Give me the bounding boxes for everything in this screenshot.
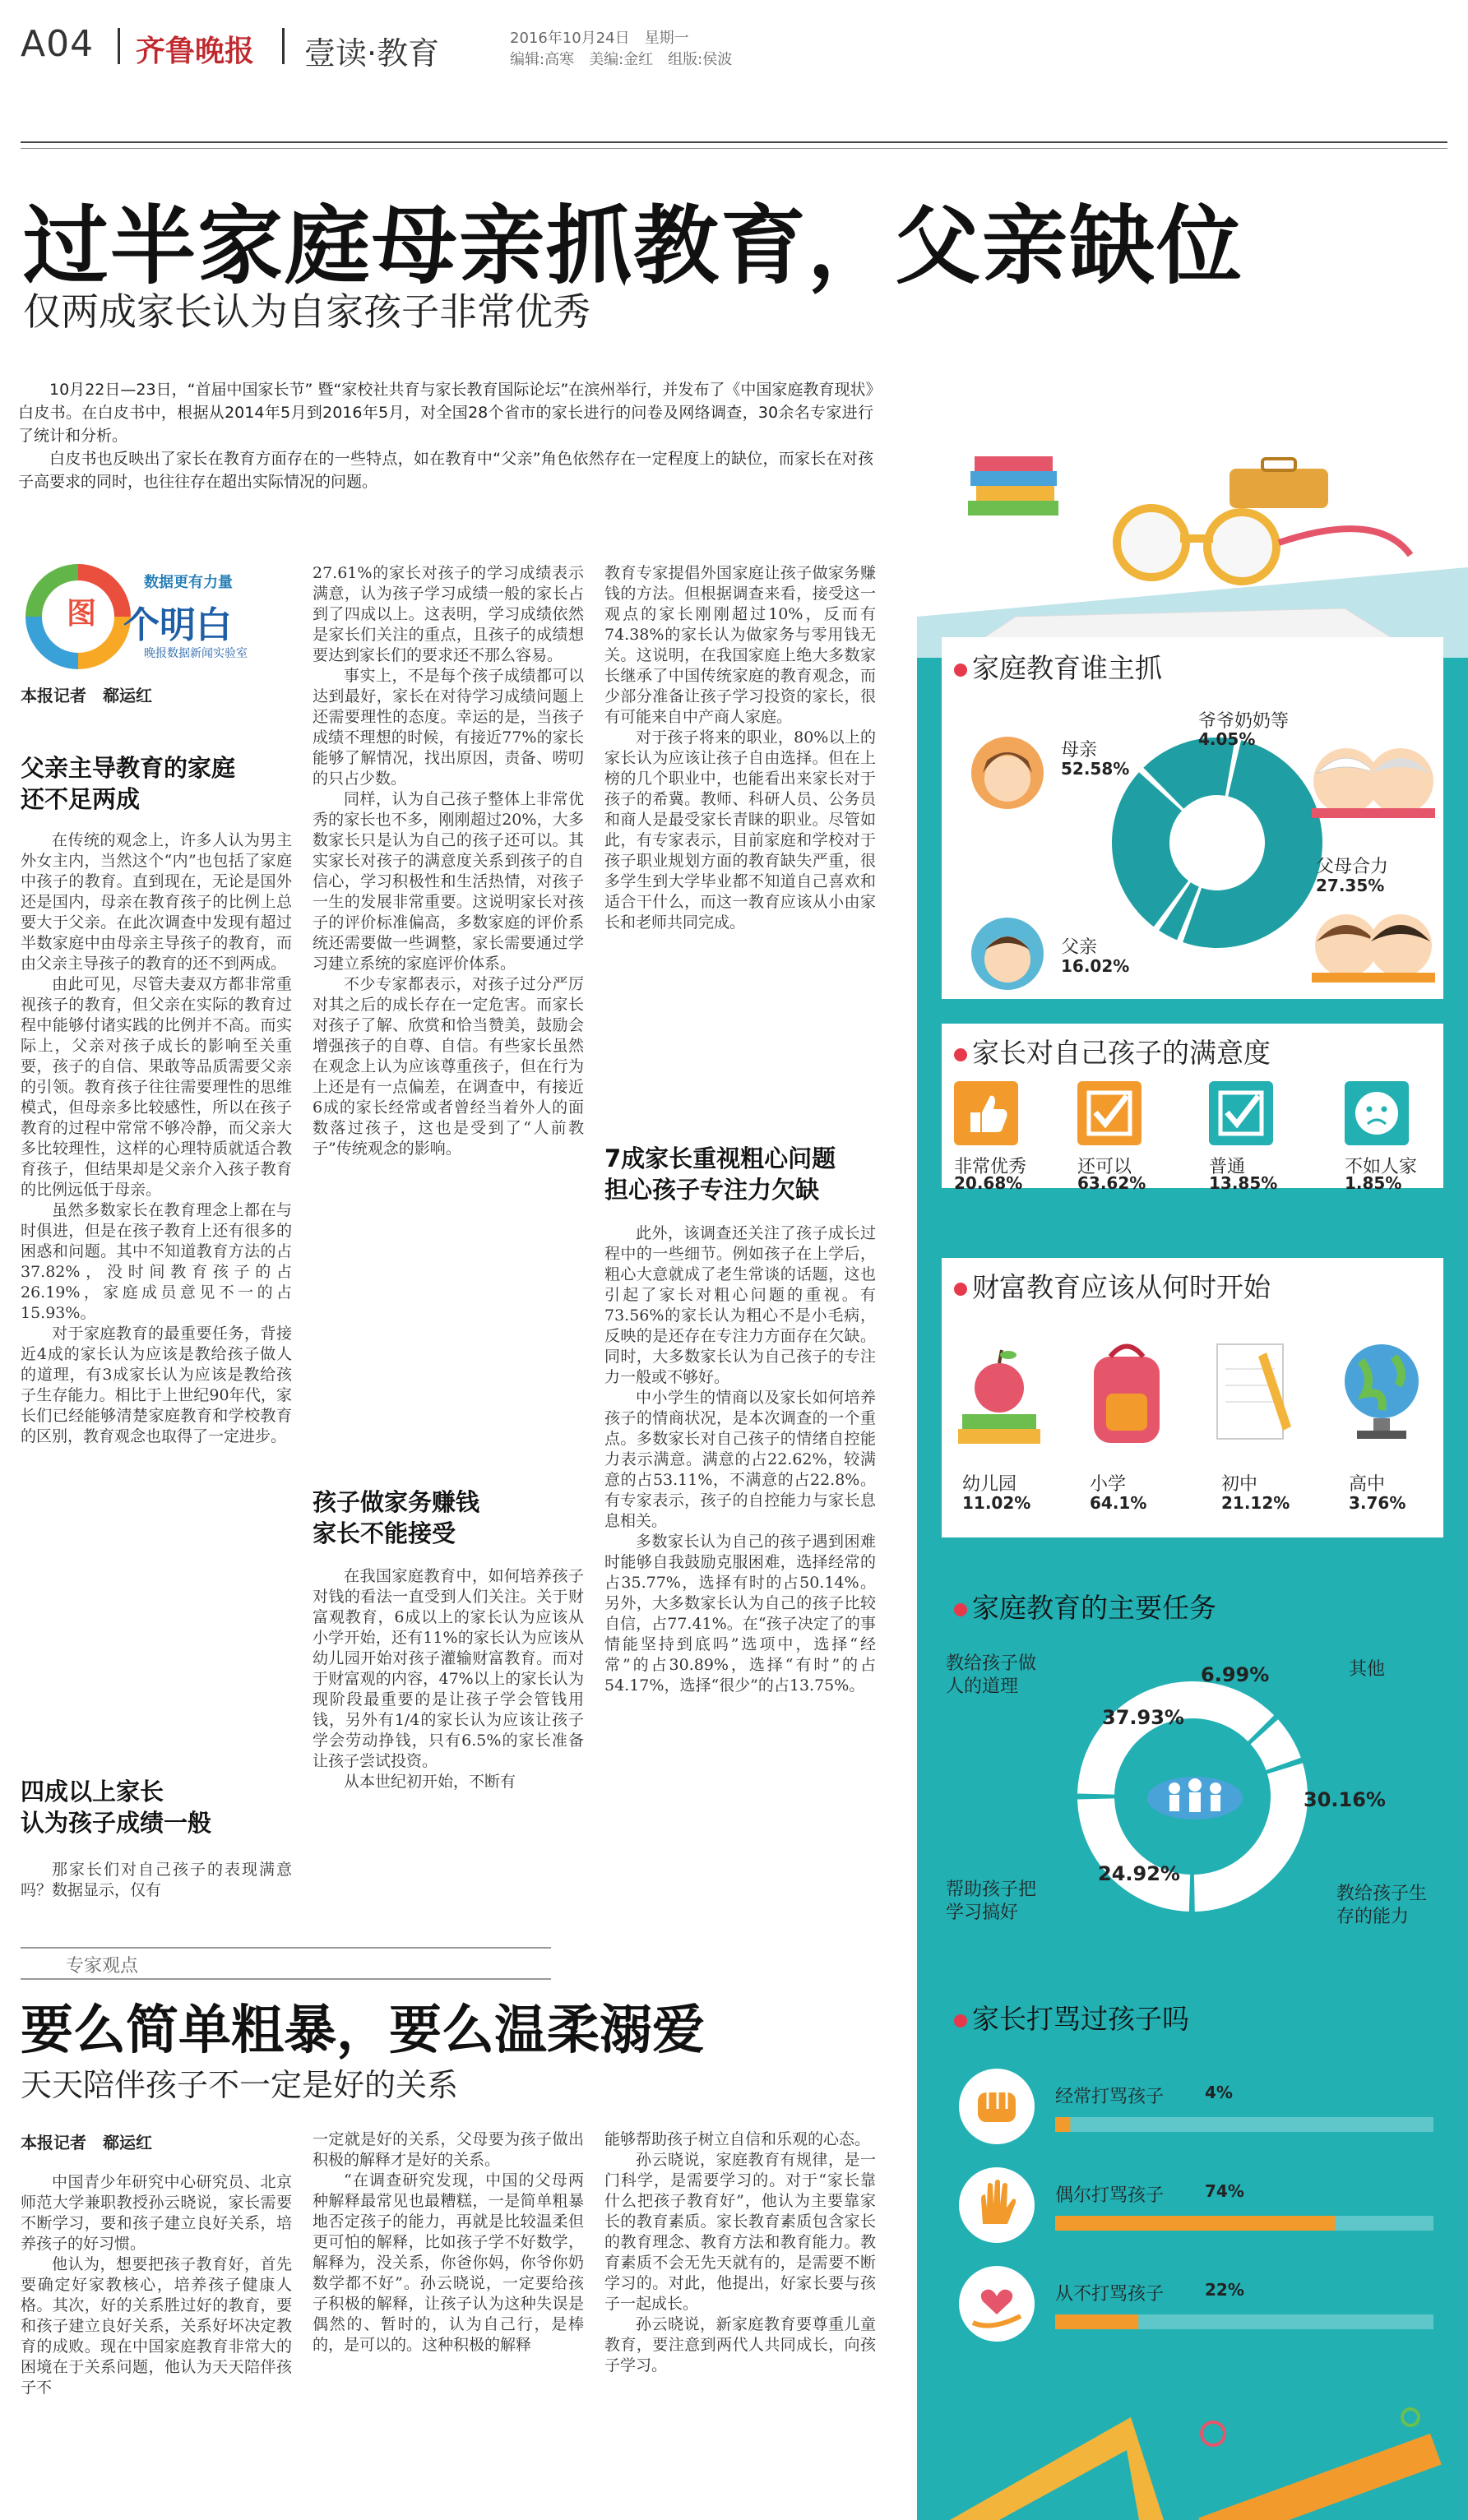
- label-kindergarten: 幼儿园: [962, 1474, 1017, 1495]
- card-title-text: 家长对自己孩子的满意度: [972, 1037, 1271, 1069]
- value-grandparents: 4.05%: [1198, 729, 1256, 749]
- mother-portrait-icon: [970, 736, 1044, 813]
- value-father: 16.02%: [1061, 956, 1130, 976]
- paragraph: 那家长们对自己孩子的表现满意吗？数据显示，仅有: [21, 1861, 292, 1899]
- thumbs-up-icon: [954, 1081, 1018, 1145]
- notepad-pencil-icon: [1209, 1336, 1299, 1450]
- paragraph: 多数家长认为自己的孩子遇到困难时能够自我鼓励克服困难，选择经常的占35.77%，选择有时的占50.14%。另外，大多数家长认为自己的孩子比较自信，占77.41%。在“孩子决定了的事情能坚持到底吗”选项中，选择“经常”的占30.89%，选择“有时”的占54.17%，选择“很少”的占13.75%。: [604, 1533, 876, 1695]
- column-1-bottom: [21, 1860, 292, 1901]
- expert-column-1: [21, 2172, 292, 2398]
- paragraph: 对于孩子将来的职业，80%以上的家长认为应该让孩子自由选择。但在上榜的几个职业中，也能看出来家长对于孩子的希冀。教师、科研人员、公务员和商人是最受家长青睐的职业。尽管如此，有专家表示，目前家庭和学校对于孩子职业规划方面的教育缺失严重，很多学生到大学毕业都不知道自己喜欢和适合干什么，而这一教育应该从小由家长和老师共同完成。: [604, 728, 876, 932]
- card-title-text: 家长打骂过孩子吗: [972, 2003, 1189, 2035]
- value-teach-morals: 37.93%: [1102, 1706, 1184, 1729]
- subhead: 7成家长重视粗心问题 担心孩子专注力欠缺: [604, 1144, 836, 1204]
- label-other: 其他: [1349, 1659, 1386, 1680]
- issue-date: 2016年10月24日 星期一: [510, 30, 689, 47]
- logo-tagline: 数据更有力量: [144, 574, 233, 591]
- expert-headline: 要么简单粗暴，要么温柔溺爱: [21, 2000, 705, 2061]
- byline: 本报记者 郗运红: [21, 686, 152, 705]
- lede: [18, 378, 873, 493]
- value-study-help: 24.92%: [1098, 1862, 1180, 1885]
- value-primary: 64.1%: [1090, 1493, 1147, 1513]
- fist-icon: [958, 2068, 1036, 2149]
- expert-tag: 专家观点: [66, 1956, 139, 1977]
- expert-subheadline: 天天陪伴孩子不一定是好的关系: [21, 2067, 459, 2103]
- label-ordinary: 普通: [1209, 1157, 1246, 1177]
- card-title-text: 家庭教育的主要任务: [972, 1592, 1216, 1624]
- value-other: 6.99%: [1201, 1663, 1270, 1686]
- open-hand-icon: [958, 2166, 1036, 2248]
- ruler-triangle-icon: [917, 2384, 1468, 2520]
- column-2-bottom: [313, 1566, 584, 1792]
- checkmark-icon: [1209, 1081, 1273, 1145]
- paragraph: 不少专家都表示，对孩子过分严厉对其之后的成长存在一定危害。而家长对孩子了解、欣赏和恰当赞美，鼓励会增强孩子的自尊、自信。有些家长虽然在观念上认为应该尊重孩子，但在行为上还是有一点偏差，在调查中，有接近6成的家长经常或者曾经当着外人的面数落过孩子，这也是受到了“人前教子”传统观念的影响。: [313, 975, 584, 1158]
- paragraph: 同样，认为自己孩子整体上非常优秀的家长也不多，刚刚超过20%，大多数家长只是认为自己的孩子还可以。其实家长对孩子的满意度关系到孩子的自信心，学习积极性和生活热情，对孩子一生的发展非常重要。这说明家长对孩子的评价标准偏高，多数家庭的评价系统还需要做一些调整，家长需要通过学习建立系统的家庭评价体系。: [313, 790, 584, 973]
- expert-column-3: [604, 2129, 876, 2376]
- heart-hands-icon: [958, 2265, 1036, 2347]
- label-father: 父亲: [1061, 937, 1098, 958]
- paper-name: 齐鲁晚报: [136, 34, 255, 68]
- logo-char: 图: [67, 597, 97, 631]
- card-main-tasks: [942, 1583, 1443, 1936]
- label-study-help: 帮助孩子把学习搞好: [946, 1880, 1037, 1923]
- page-number: A04: [21, 23, 95, 65]
- paragraph: 孙云晓说，家庭教育有规律，是一门科学，是需要学习的。对于“家长靠什么把孩子教育好”，他认为主要靠家长的教育素质。家长教育素质包含家长的教育理念、教育方法和教育能力。教育素质不会无先天就有的，是需要不断学习的。对此，他提出，好家长要与孩子一起成长。: [604, 2151, 876, 2313]
- lede-paragraph: 10月22日—23日，“首届中国家长节” 暨“家校社共育与家长教育国际论坛”在滨州举行，并发布了《中国家庭教育现状》白皮书。在白皮书中，根据从2014年5月到2016年5月，对全国28个省市的家长进行的问卷及网络调查，30余名专家进行了统计和分析。: [18, 381, 873, 445]
- grandparents-portrait-icon: [1312, 744, 1435, 821]
- label-both-parents: 父母合力: [1316, 857, 1389, 877]
- label-survival-skills: 教给孩子生存的能力: [1336, 1884, 1428, 1927]
- label-excellent: 非常优秀: [954, 1157, 1027, 1177]
- main-headline: 过半家庭母亲抓教育，父亲缺位: [23, 196, 1244, 296]
- paragraph: 虽然多数家长在教育理念上都在与时俱进，但是在孩子教育上还有很多的困惑和问题。其中不知道教育方法的占37.82%，没时间教育孩子的占26.19%，家庭成员意见不一的占15.93%。: [21, 1201, 292, 1322]
- paragraph: “在调查研究发现，中国的父母两种解释最常见也最糟糕，一是简单粗暴地否定孩子的能力，再就是比较温柔但更可怕的解释，比如孩子学不好数学，解释为，没关系，你爸你妈，你爷你奶数学都不好”。孙云晓说，一定要给孩子积极的解释，让孩子认为这种失误是偶然的、暂时的，认为自己行，是棒的，是可以的。这种积极的解释: [313, 2171, 584, 2354]
- label-teach-morals: 教给孩子做人的道理: [946, 1653, 1037, 1697]
- value-kindergarten: 11.02%: [962, 1493, 1031, 1513]
- divider: [118, 28, 120, 64]
- paragraph: 27.61%的家长对孩子的学习成绩表示满意，认为孩子学习成绩一般的家长占到了四成以上。这表明，学习成绩依然是家长们关注的重点，且孩子的成绩想要达到家长们的要求还不那么容易。: [313, 564, 584, 664]
- father-portrait-icon: [970, 917, 1044, 994]
- sub-headline: 仅两成家长认为自家孩子非常优秀: [23, 289, 590, 334]
- label-grandparents: 爷爷奶奶等: [1198, 711, 1290, 732]
- value-senior-high: 3.76%: [1349, 1493, 1406, 1513]
- paragraph: 能够帮助孩子树立自信和乐观的心态。: [604, 2130, 871, 2148]
- expert-byline: 本报记者 郗运红: [21, 2133, 152, 2152]
- value-both-parents: 27.35%: [1316, 876, 1385, 895]
- paragraph: 对于家庭教育的最重要任务，背接近4成的家长认为应该是教给孩子做人的道理，有3成家长认为应该是教给孩子生存能力。相比于上世纪90年代，家长们已经能够清楚家庭教育和学校教育的区别，教育观念也取得了一定进步。: [21, 1325, 292, 1445]
- label-sometimes: 偶尔打骂孩子: [1055, 2185, 1165, 2206]
- bar-track: [1055, 2117, 1433, 2132]
- value-junior-high: 21.12%: [1221, 1493, 1290, 1513]
- paragraph: 中国青少年研究中心研究员、北京师范大学兼职教授孙云晓说，家长需要不断学习，要和孩子建立良好关系，培养孩子的好习惯。: [21, 2173, 292, 2253]
- paragraph: 一定就是好的关系，父母要为孩子做出积极的解释才是好的关系。: [313, 2130, 584, 2169]
- value-sometimes: 74%: [1205, 2181, 1244, 2201]
- paragraph: 中小学生的情商以及家长如何培养孩子的情商状况，是本次调查的一个重点。多数家长对自己孩子的情绪自控能力表示满意。满意的占22.62%，较满意的占53.11%，不满意的占22.8%。有专家表示，孩子的自控能力与家长息息相关。: [604, 1389, 876, 1530]
- column-2-top: [313, 563, 584, 1159]
- checkmark-icon: [1077, 1081, 1142, 1145]
- label-okay: 还可以: [1077, 1157, 1132, 1177]
- paragraph: 从本世纪初开始，不断有: [344, 1773, 516, 1791]
- column-3-bottom: [604, 1223, 876, 1696]
- bar-fill: [1055, 2117, 1070, 2132]
- label-worse: 不如人家: [1345, 1157, 1418, 1177]
- bar-fill: [1055, 2216, 1335, 2231]
- label-never: 从不打骂孩子: [1055, 2284, 1165, 2305]
- card-title: [954, 1032, 1271, 1070]
- subhead: 父亲主导教育的家庭 还不足两成: [21, 754, 236, 813]
- sad-face-icon: [1345, 1081, 1409, 1145]
- value-excellent: 20.68%: [954, 1173, 1023, 1193]
- books-glasses-icon: [917, 411, 1468, 658]
- label-mother: 母亲: [1061, 740, 1098, 761]
- card-title-text: 财富教育应该从何时开始: [972, 1271, 1271, 1303]
- paragraph: 在传统的观念上，许多人认为男主外女主内，当然这个“内”也包括了家庭中孩子的教育。直到现在，无论是国外还是国内，母亲在教育孩子的比例上总要大于父亲。在此次调查中发现有超过半数家庭中由母亲主导孩子的教育，而由父亲主导孩子的教育的还不到两成。: [21, 831, 292, 973]
- card-title-text: 家庭教育谁主抓: [972, 652, 1162, 684]
- globe-icon: [1336, 1336, 1427, 1450]
- paragraph: 孙云晓说，新家庭教育要尊重儿童教育，要注意到两代人共同成长，向孩子学习。: [604, 2315, 876, 2374]
- editors-line: 编辑:高寒 美编:金红 组版:侯波: [510, 51, 733, 68]
- bullet-icon: [954, 1048, 967, 1061]
- infographic: [917, 411, 1468, 2520]
- data-lab-logo: [21, 559, 251, 674]
- logo-subtitle: 晚报数据新闻实验室: [144, 647, 248, 660]
- paragraph: 事实上，不是每个孩子成绩都可以达到最好，家长在对待学习成绩问题上还需要理性的态度。幸运的是，当孩子成绩不理想的时候，有接近77%的家长能够了解情况，找出原因，责备、唠叨的只占少数。: [313, 667, 584, 788]
- bar-fill: [1055, 2314, 1138, 2329]
- masthead: [21, 23, 1447, 81]
- expert-column-2: [313, 2129, 584, 2356]
- divider: [282, 28, 285, 64]
- subhead: 四成以上家长 认为孩子成绩一般: [21, 1778, 212, 1837]
- label-often: 经常打骂孩子: [1055, 2087, 1165, 2107]
- value-mother: 52.58%: [1061, 759, 1130, 779]
- value-survival-skills: 30.16%: [1304, 1788, 1386, 1811]
- value-worse: 1.85%: [1345, 1173, 1402, 1193]
- infographic-header-illustration: [917, 411, 1468, 658]
- paragraph: 在我国家庭教育中，如何培养孩子对钱的看法一直受到人们关注。关于财富观教育，6成以上的家长认为应该从小学开始，还有11%的家长认为应该从幼儿园开始对孩子灌输财富教育。而对于财富观的内容，47%以上的家长认为现阶段最重要的是让孩子学会管钱用钱，另外有1/4的家长认为应该让孩子学会劳动挣钱，只有6.5%的家长准备让孩子尝试投资。: [313, 1567, 584, 1770]
- column-1-top: [21, 830, 292, 1447]
- subhead: 孩子做家务赚钱 家长不能接受: [313, 1488, 480, 1547]
- value-okay: 63.62%: [1077, 1173, 1146, 1193]
- value-ordinary: 13.85%: [1209, 1173, 1278, 1193]
- paragraph: 此外，该调查还关注了孩子成长过程中的一些细节。例如孩子在上学后，粗心大意就成了老生常谈的话题，这也引起了家长对粗心问题的重视。有73.56%的家长认为粗心不是小毛病，反映的是还存在专注力方面存在欠缺。同时，大多数家长认为自己孩子的专注力一般或不够好。: [604, 1224, 876, 1386]
- paragraph: 教育专家提倡外国家庭让孩子做家务赚钱的方法。但根据调查来看，接受这一观点的家长刚刚超过10%，反而有74.38%的家长认为做家务与零用钱无关。这说明，在我国家庭上绝大多数家长继承了中国传统家庭的教育观念，而少部分准备让孩子学习投资的家长，很有可能来自中产商人家庭。: [604, 564, 876, 726]
- paragraph: 由此可见，尽管夫妻双方都非常重视孩子的教育，但父亲在实际的教育过程中能够付诸实践的比例并不高。而实际上，父亲对孩子成长的影响至关重要，孩子的自信、果敢等品质需要父亲的引领。教育孩子往往需要理性的思维模式，但母亲多比较感性，所以在孩子教育的过程中常常不够冷静，而父亲大多比较理性，这样的心理特质就适合教育孩子，但结果却是父亲介入孩子教育的比例远低于母亲。: [21, 975, 292, 1199]
- value-often: 4%: [1205, 2083, 1233, 2102]
- apple-books-icon: [954, 1340, 1044, 1450]
- card-wealth-education: [942, 1258, 1443, 1537]
- label-primary: 小学: [1090, 1474, 1127, 1495]
- top-rule-thin: [21, 148, 1447, 149]
- parents-portrait-icon: [1312, 909, 1435, 986]
- bullet-icon: [954, 1283, 967, 1296]
- backpack-icon: [1081, 1336, 1172, 1450]
- card-title: [954, 1266, 1271, 1305]
- column-3-top: [604, 563, 876, 933]
- card-spanking: [942, 1994, 1443, 2380]
- section-name: 壹读·教育: [304, 35, 440, 72]
- label-senior-high: 高中: [1349, 1474, 1386, 1495]
- lede-paragraph: 白皮书也反映出了家长在教育方面存在的一些特点，如在教育中“父亲”角色依然存在一定程度上的缺位，而家长在对孩子高要求的同时，也往往存在超出实际情况的问题。: [18, 450, 873, 491]
- card-satisfaction: [942, 1024, 1443, 1193]
- logo-title: 个明白: [123, 604, 232, 646]
- value-never: 22%: [1205, 2280, 1244, 2300]
- paragraph: 他认为，想要把孩子教育好，首先要确定好家教核心，培养孩子健康人格。其次，好的关系胜过好的教育，要和孩子建立良好关系，关系好坏决定教育的成败。现在中国家庭教育非常大的困境在于关系问题，他认为天天陪伴孩子不: [21, 2255, 292, 2397]
- family-icon: [1146, 1770, 1244, 1823]
- card-who-leads: [942, 637, 1443, 999]
- label-junior-high: 初中: [1221, 1474, 1258, 1495]
- top-rule: [21, 141, 1447, 143]
